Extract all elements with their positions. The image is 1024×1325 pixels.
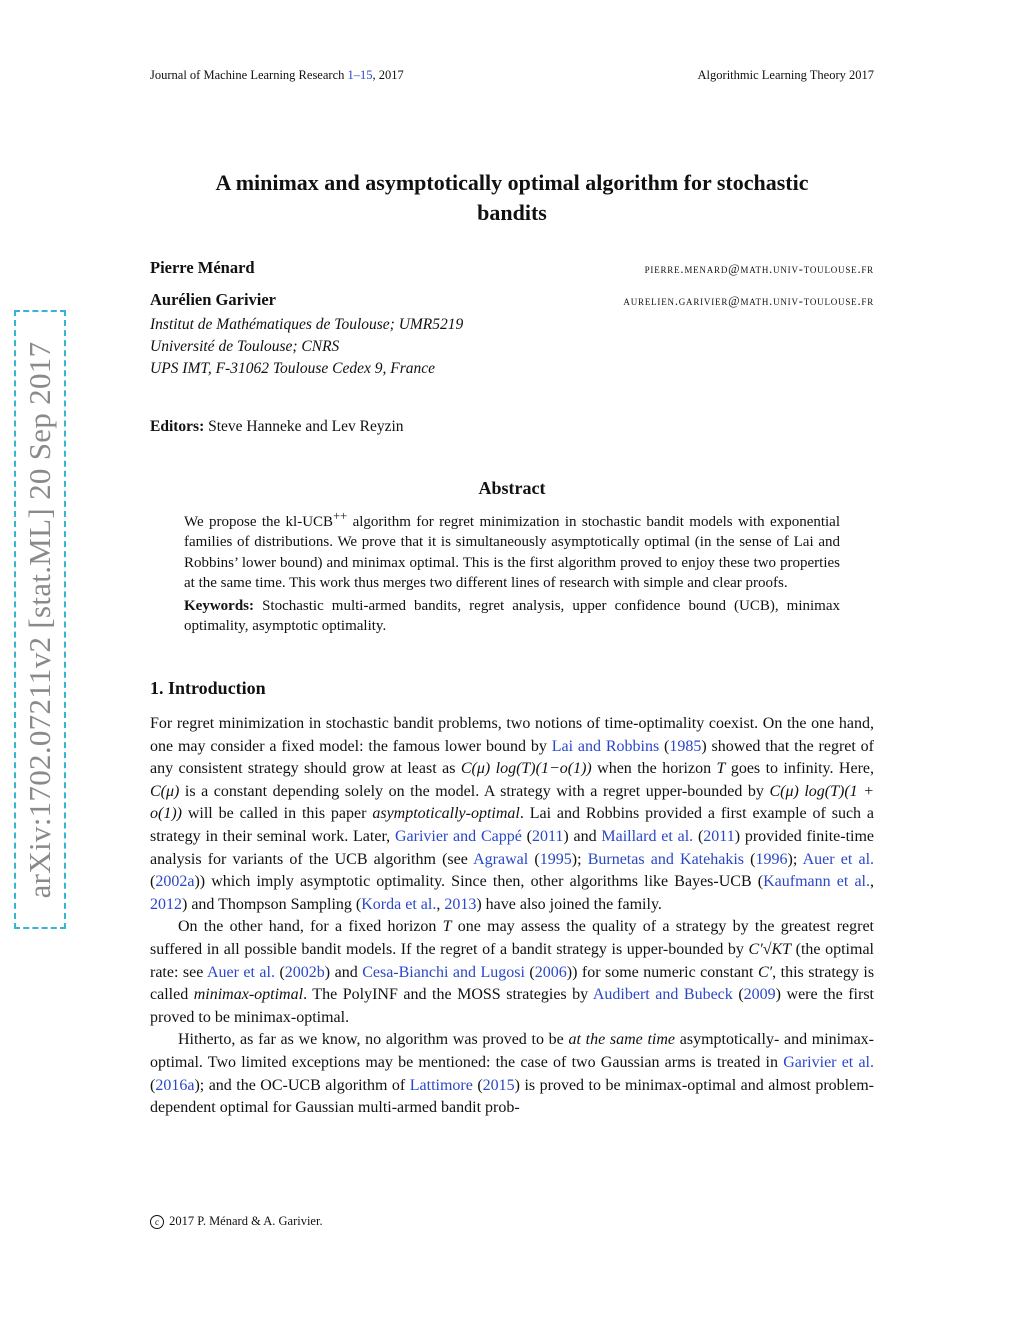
math-constant: C(μ) (150, 782, 180, 800)
affiliation-line-3: UPS IMT, F-31062 Toulouse Cedex 9, France (150, 360, 435, 377)
section-heading-introduction: 1. Introduction (150, 678, 266, 698)
copyright-footer (150, 1214, 323, 1229)
cite-lattimore[interactable]: Lattimore (409, 1076, 473, 1094)
arxiv-stamp[interactable] (14, 310, 66, 929)
term-asymptotically-optimal: asymptotically-optimal (372, 805, 520, 823)
author-name-1: Pierre Ménard (150, 258, 255, 277)
cite-garivier-2016a[interactable]: Garivier et al. (783, 1053, 874, 1071)
keywords-text: Stochastic multi-armed bandits, regret analysis, upper confidence bound (UCB), minimax optimality, asymptotic optimality. (184, 597, 840, 635)
cite-lai-robbins-year[interactable]: 1985 (669, 737, 702, 755)
affiliation-line-1: Institut de Mathématiques de Toulouse; UMR5219 (150, 316, 464, 333)
cite-audibert-bubeck-year[interactable]: 2009 (743, 986, 776, 1004)
cite-burnetas-katehakis[interactable]: Burnetas and Katehakis (587, 850, 744, 868)
abstract-heading: Abstract (478, 478, 546, 498)
editors-names: Steve Hanneke and Lev Reyzin (208, 418, 404, 435)
term-at-the-same-time: at the same time (568, 1031, 676, 1049)
introduction-body (150, 713, 874, 1120)
author-email-2[interactable]: aurelien.garivier@math.univ-toulouse.fr (623, 294, 874, 308)
math-lower-bound: C(μ) log(T)(1−o(1)) (460, 760, 592, 778)
journal-year: , 2017 (372, 68, 404, 82)
cite-korda[interactable]: Korda et al. (361, 895, 437, 913)
cite-auer-2002b-year[interactable]: 2002b (284, 963, 325, 981)
intro-paragraph-3: Hitherto, as far as we know, no algorithm was proved to be at the same time asymptotically- and minimax-optimal. Two limited exceptions may be mentioned: the case of two Gaussian arms is treated in Garivier et al. (2016a); and the OC-UCB algorithm of Lattimore (2015) is proved to be minimax-optimal and almost problem-dependent optimal for Gaussian multi-armed bandit prob- (150, 1031, 875, 1117)
cite-cesa-bianchi-lugosi[interactable]: Cesa-Bianchi and Lugosi (362, 963, 525, 981)
title-line-2: bandits (477, 200, 547, 225)
cite-auer-2002a-year[interactable]: 2002a (155, 873, 195, 891)
editors-line (150, 418, 404, 436)
conference-header: Algorithmic Learning Theory 2017 (697, 68, 874, 82)
math-horizon-2: T (442, 918, 452, 936)
term-minimax-optimal: minimax-optimal (193, 986, 304, 1004)
journal-header (150, 68, 404, 83)
abstract-superscript: ++ (333, 509, 348, 523)
math-upper-bound: C(μ) log(T)(1 + o(1)) (150, 782, 875, 823)
copyright-text: 2017 P. Ménard & A. Garivier. (169, 1214, 323, 1228)
paper-title (150, 168, 874, 228)
cite-korda-year[interactable]: 2013 (444, 895, 477, 913)
abstract-text-b: algorithm for regret minimization in stochastic bandit models with exponential families of distributions. We prove that it is simultaneously asymptotically optimal (in the sense of Lai and Robbins’ lower bound) and minimax optimal. This is the first algorithm proved to enjoy these two properties at the same time. This work thus merges two different lines of research with simple and clear proofs. (184, 514, 841, 592)
cite-garivier-cappe[interactable]: Garivier and Cappé (394, 827, 522, 845)
cite-audibert-bubeck[interactable]: Audibert and Bubeck (592, 986, 733, 1004)
keywords-label: Keywords: (184, 597, 254, 614)
cite-agrawal-year[interactable]: 1995 (539, 850, 572, 868)
cite-garivier-cappe-year[interactable]: 2011 (531, 827, 564, 845)
cite-auer-2002b[interactable]: Auer et al. (206, 963, 275, 981)
copyright-icon: c (150, 1215, 164, 1229)
author-email-1[interactable]: pierre.menard@math.univ-toulouse.fr (644, 262, 874, 276)
intro-paragraph-2: On the other hand, for a fixed horizon T one may assess the quality of a strategy by the greatest regret suffered in all possible bandit models. If the regret of a bandit strategy is upper-bounded by C′√KT (the optimal rate: see Auer et al. (2002b) and Cesa-Bianchi and Lugosi (2006)) for some numeric constant C′, this strategy is called minimax-optimal. The PolyINF and the MOSS strategies by Audibert and Bubeck (2009) were the first proved to be minimax-optimal. (150, 918, 875, 1026)
math-minimax-rate: C′√KT (748, 940, 792, 958)
cite-cesa-bianchi-lugosi-year[interactable]: 2006 (534, 963, 567, 981)
math-constant-prime: C′ (757, 963, 773, 981)
keywords-paragraph (184, 596, 840, 637)
editors-label: Editors: (150, 418, 205, 435)
cite-kaufmann-year[interactable]: 2012 (150, 895, 182, 913)
journal-name: Journal of Machine Learning Research (150, 68, 348, 82)
intro-paragraph-1: For regret minimization in stochastic bandit problems, two notions of time-optimality coexist. On the one hand, one may consider a fixed model: the famous lower bound by Lai and Robbins (1985) showed that the regret of any consistent strategy should grow at least as C(μ) log(T)(1−o(1)) when the horizon T goes to infinity. Here, C(μ) is a constant depending solely on the model. A strategy with a regret upper-bounded by C(μ) log(T)(1 + o(1)) will be called in this paper asymptotically-optimal. Lai and Robbins provided a first example of such a strategy in their seminal work. Later, Garivier and Cappé (2011) and Maillard et al. (2011) provided finite-time analysis for variants of the UCB algorithm (see Agrawal (1995); Burnetas and Katehakis (1996); Auer et al. (2002a)) which imply asymptotic optimality. Since then, other algorithms like Bayes-UCB (Kaufmann et al., 2012) and Thompson Sampling (Korda et al., 2013) have also joined the family. (150, 715, 875, 913)
journal-pages-link[interactable]: 1–15 (347, 68, 373, 82)
abstract-body (184, 506, 840, 636)
cite-burnetas-katehakis-year[interactable]: 1996 (755, 850, 788, 868)
cite-agrawal[interactable]: Agrawal (473, 850, 529, 868)
arxiv-id-text: arXiv:1702.07211v2 [stat.ML] 20 Sep 2017 (22, 341, 57, 898)
cite-lai-robbins[interactable]: Lai and Robbins (551, 737, 660, 755)
title-line-1: A minimax and asymptotically optimal algorithm for stochastic (215, 170, 809, 195)
cite-garivier-2016a-year[interactable]: 2016a (155, 1076, 195, 1094)
cite-maillard[interactable]: Maillard et al. (601, 827, 694, 845)
cite-kaufmann[interactable]: Kaufmann et al. (763, 873, 871, 891)
math-horizon: T (716, 760, 726, 778)
abstract-text-a: We propose the kl-UCB (184, 514, 334, 530)
abstract-paragraph (184, 506, 840, 594)
author-name-2: Aurélien Garivier (150, 290, 277, 309)
affiliation-line-2: Université de Toulouse; CNRS (150, 338, 340, 355)
cite-maillard-year[interactable]: 2011 (703, 827, 735, 845)
cite-auer-2002a[interactable]: Auer et al. (802, 850, 875, 868)
cite-lattimore-year[interactable]: 2015 (482, 1076, 515, 1094)
